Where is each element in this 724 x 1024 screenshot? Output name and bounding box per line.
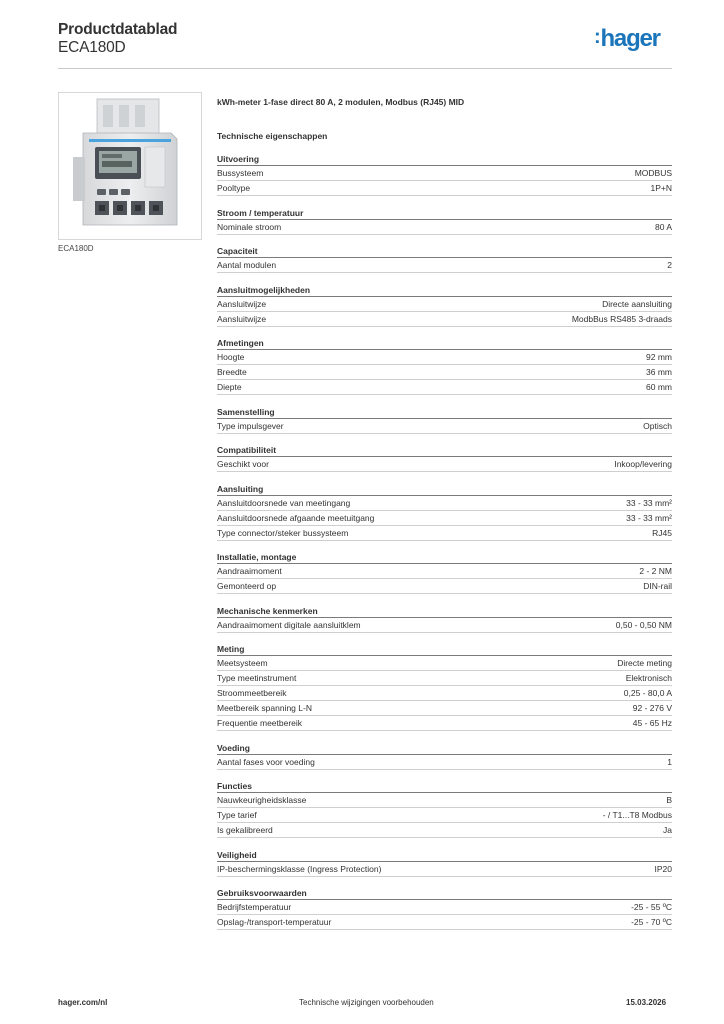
- spec-row: [217, 915, 672, 930]
- footer-disclaimer: Technische wijzigingen voorbehouden: [299, 998, 434, 1007]
- spec-value: -25 - 55 ºC: [631, 902, 672, 912]
- section-title: Voeding: [217, 742, 672, 755]
- spec-label: Diepte: [217, 382, 242, 392]
- specs-heading: Technische eigenschappen: [217, 131, 328, 141]
- spec-label: Geschikt voor: [217, 459, 269, 469]
- spec-section: [217, 207, 672, 235]
- spec-value: Directe aansluiting: [602, 298, 672, 309]
- section-title: Mechanische kenmerken: [217, 605, 672, 618]
- section-title: Aansluiting: [217, 483, 672, 496]
- spec-row: [217, 258, 672, 273]
- spec-row: [217, 755, 672, 770]
- spec-section: [217, 551, 672, 594]
- spec-row: [217, 686, 672, 701]
- spec-section: [217, 849, 672, 877]
- spec-label: Aansluitdoorsnede afgaande meetuitgang: [217, 512, 375, 523]
- spec-section: [217, 887, 672, 930]
- spec-value: IP20: [654, 863, 672, 874]
- spec-label: Aansluitwijze: [217, 298, 267, 309]
- product-image: [58, 92, 202, 240]
- spec-label: Type tarief: [217, 810, 257, 820]
- spec-section: [217, 605, 672, 633]
- spec-value: 1P+N: [650, 183, 672, 193]
- spec-row: [217, 701, 672, 716]
- spec-row: [217, 312, 672, 327]
- spec-label: Type meetinstrument: [217, 673, 297, 683]
- spec-label: Stroommeetbereik: [217, 688, 287, 698]
- spec-label: Opslag-/transport-temperatuur: [217, 917, 332, 927]
- spec-row: [217, 671, 672, 686]
- spec-label: Aansluitwijze: [217, 313, 267, 324]
- hager-logo[interactable]: [594, 27, 660, 51]
- spec-row: [217, 350, 672, 365]
- spec-row: [217, 166, 672, 181]
- spec-value: 80 A: [654, 221, 672, 232]
- footer-website-link[interactable]: hager.com/nl: [58, 998, 108, 1007]
- section-title: Aansluitmogelijkheden: [217, 284, 672, 297]
- page-title: Productdatablad: [58, 21, 178, 38]
- logo-dots-icon: :: [594, 26, 600, 48]
- section-title: Gebruiksvoorwaarden: [217, 887, 672, 900]
- spec-label: Aandraaimoment digitale aansluitklem: [217, 619, 361, 630]
- spec-value: 1: [667, 756, 672, 767]
- spec-label: Type impulsgever: [217, 420, 284, 431]
- section-title: Stroom / temperatuur: [217, 207, 672, 220]
- spec-label: IP-beschermingsklasse (Ingress Protection): [217, 863, 382, 874]
- spec-row: [217, 579, 672, 594]
- spec-label: Gemonteerd op: [217, 581, 277, 591]
- spec-label: Nominale stroom: [217, 221, 282, 232]
- spec-row: [217, 808, 672, 823]
- spec-row: [217, 380, 672, 395]
- section-title: Installatie, montage: [217, 551, 672, 564]
- section-title: Samenstelling: [217, 406, 672, 419]
- spec-value: 92 mm: [646, 352, 672, 362]
- spec-value: -25 - 70 ºC: [631, 917, 672, 927]
- spec-section: [217, 643, 672, 731]
- logo-text: hager: [600, 25, 660, 52]
- spec-section: [217, 153, 672, 196]
- spec-section: [217, 337, 672, 395]
- spec-label: Pooltype: [217, 183, 251, 193]
- spec-value: B: [666, 795, 672, 805]
- spec-row: [217, 793, 672, 808]
- image-caption: ECA180D: [58, 244, 94, 253]
- spec-label: Type connector/steker bussysteem: [217, 527, 349, 538]
- spec-value: 2 - 2 NM: [639, 566, 672, 576]
- spec-value: Ja: [663, 825, 672, 835]
- spec-label: Breedte: [217, 367, 247, 377]
- spec-row: [217, 496, 672, 511]
- section-title: Capaciteit: [217, 245, 672, 258]
- spec-value: 0,50 - 0,50 NM: [615, 619, 672, 630]
- spec-section: [217, 483, 672, 541]
- spec-section: [217, 284, 672, 327]
- spec-row: [217, 457, 672, 472]
- spec-value: Optisch: [643, 420, 672, 431]
- spec-label: Hoogte: [217, 352, 245, 362]
- spec-value: - / T1...T8 Modbus: [602, 810, 672, 820]
- spec-value: Elektronisch: [625, 673, 672, 683]
- spec-row: [217, 181, 672, 196]
- spec-row: [217, 297, 672, 312]
- specs-table: [217, 153, 672, 941]
- spec-row: [217, 526, 672, 541]
- spec-value: 33 - 33 mm²: [626, 512, 672, 523]
- spec-label: Meetsysteem: [217, 658, 268, 668]
- spec-row: [217, 716, 672, 731]
- spec-value: 33 - 33 mm²: [626, 497, 672, 508]
- section-title: Uitvoering: [217, 153, 672, 166]
- section-title: Meting: [217, 643, 672, 656]
- spec-row: [217, 564, 672, 579]
- spec-value: RJ45: [652, 527, 672, 538]
- header-divider: [58, 68, 672, 69]
- spec-label: Aandraaimoment: [217, 566, 282, 576]
- spec-row: [217, 862, 672, 877]
- spec-value: Inkoop/levering: [614, 459, 672, 469]
- spec-label: Frequentie meetbereik: [217, 718, 303, 728]
- spec-label: Is gekalibreerd: [217, 825, 273, 835]
- spec-value: 2: [667, 260, 672, 270]
- spec-section: [217, 780, 672, 838]
- spec-section: [217, 406, 672, 434]
- spec-section: [217, 245, 672, 273]
- spec-value: 0,25 - 80,0 A: [623, 688, 672, 698]
- spec-row: [217, 618, 672, 633]
- spec-value: 45 - 65 Hz: [632, 718, 672, 728]
- spec-row: [217, 900, 672, 915]
- section-title: Compatibiliteit: [217, 444, 672, 457]
- spec-value: Directe meting: [617, 658, 672, 668]
- spec-value: 92 - 276 V: [632, 703, 672, 713]
- spec-value: 36 mm: [646, 367, 672, 377]
- spec-value: MODBUS: [634, 168, 672, 178]
- section-title: Veiligheid: [217, 849, 672, 862]
- spec-row: [217, 419, 672, 434]
- spec-label: Bussysteem: [217, 168, 264, 178]
- spec-label: Meetbereik spanning L-N: [217, 703, 312, 713]
- spec-label: Aantal modulen: [217, 260, 277, 270]
- spec-value: 60 mm: [646, 382, 672, 392]
- spec-label: Aantal fases voor voeding: [217, 756, 315, 767]
- spec-row: [217, 220, 672, 235]
- spec-section: [217, 444, 672, 472]
- product-description: kWh-meter 1-fase direct 80 A, 2 modulen, Modbus (RJ45) MID: [217, 97, 465, 107]
- spec-label: Bedrijfstemperatuur: [217, 902, 292, 912]
- energy-meter-icon: [59, 93, 201, 239]
- spec-section: [217, 742, 672, 770]
- section-title: Afmetingen: [217, 337, 672, 350]
- section-title: Functies: [217, 780, 672, 793]
- spec-row: [217, 365, 672, 380]
- spec-row: [217, 656, 672, 671]
- spec-label: Nauwkeurigheidsklasse: [217, 795, 307, 805]
- spec-label: Aansluitdoorsnede van meetingang: [217, 497, 351, 508]
- spec-row: [217, 511, 672, 526]
- spec-value: DIN-rail: [643, 581, 672, 591]
- footer-date: 15.03.2026: [626, 998, 667, 1007]
- spec-row: [217, 823, 672, 838]
- spec-value: ModbBus RS485 3-draads: [571, 313, 672, 324]
- product-code: ECA180D: [58, 39, 126, 56]
